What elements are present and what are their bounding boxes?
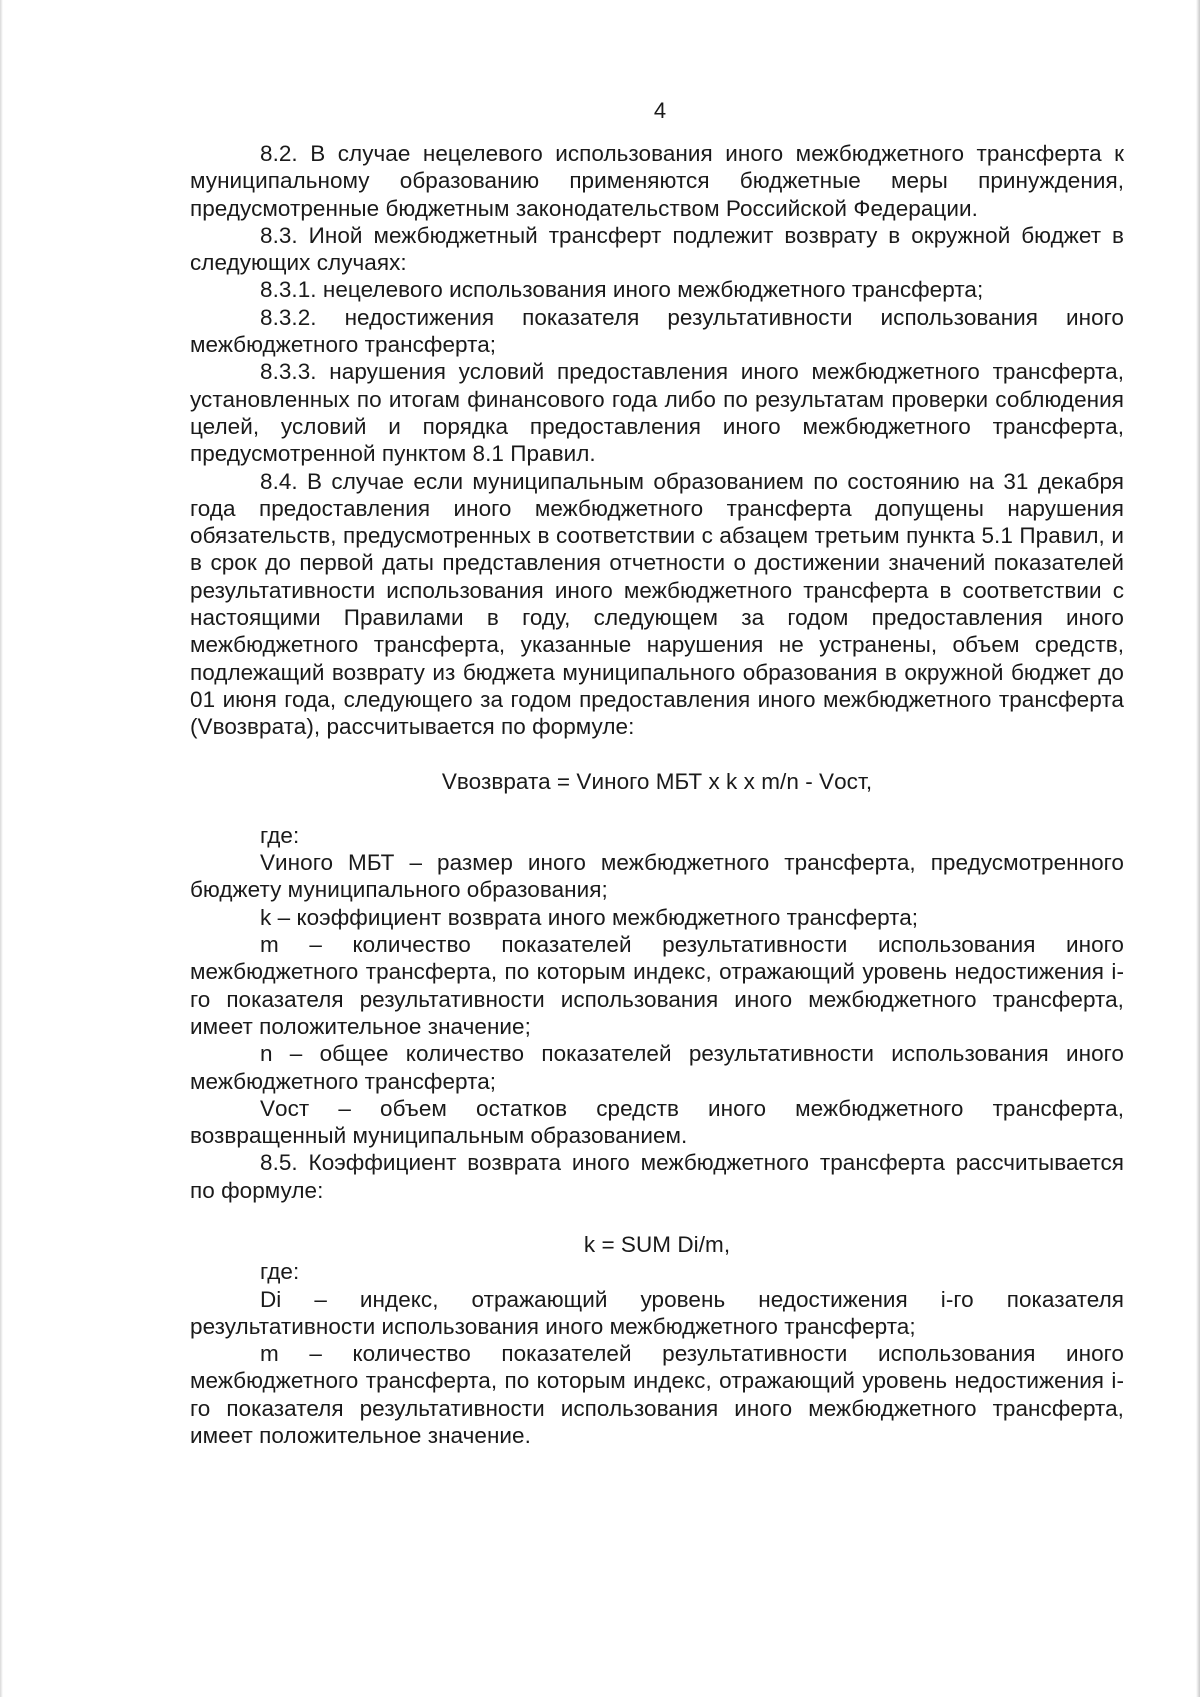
formula-v-vozvrata: Vвозврата = Vиного МБТ x k x m/n - Vост, xyxy=(441,768,873,794)
definition-m-1: m – количество показателей результативности использования иного межбюджетного трансферта, по которым индекс, отражающий уровень недостижения i-го показателя результативности использования иного межбюджетного трансферта, имеет положительное значение; xyxy=(190,932,1124,1039)
definition-k: k – коэффициент возврата иного межбюджетного трансферта; xyxy=(260,904,919,930)
paragraph-8-4: 8.4. В случае если муниципальным образованием по состоянию на 31 декабря года предоставления иного межбюджетного трансферта допущены нарушения обязательств, предусмотренных в соответствии с абзацем третьим пункта 5.1 Правил, и в срок до первой даты представления отчетности о достижении значений показателей результативности использования иного межбюджетного трансферта в соответствии с настоящими Правилами в году, следующем за годом предоставления иного межбюджетного трансферта, указанные нарушения не устранены, объем средств, подлежащий возврату из бюджета муниципального образования в окружной бюджет до 01 июня года, следующего за годом предоставления иного межбюджетного трансферта (Vвозврата), рассчитывается по формуле: xyxy=(190,468,1124,740)
paragraph-8-3: 8.3. Иной межбюджетный трансферт подлежит возврату в окружной бюджет в следующих случаях: xyxy=(190,222,1124,276)
paragraph-8-5: 8.5. Коэффициент возврата иного межбюджетного трансферта рассчитывается по формуле: xyxy=(190,1150,1124,1203)
definition-v-ost: Vост – объем остатков средств иного межбюджетного трансферта, возвращенный муниципальным образованием. xyxy=(190,1095,1124,1149)
page-number: 4 xyxy=(653,98,667,123)
paragraph-8-3-1: 8.3.1. нецелевого использования иного межбюджетного трансферта; xyxy=(260,277,984,303)
formula-k: k = SUM Di/m, xyxy=(583,1231,731,1257)
paragraph-8-3-2: 8.3.2. недостижения показателя результативности использования иного межбюджетного трансферта; xyxy=(190,304,1124,358)
definition-v-inogo-mbt: Vиного МБТ – размер иного межбюджетного трансферта, предусмотренного бюджету муниципального образования; xyxy=(190,850,1124,903)
definition-n: n – общее количество показателей результативности использования иного межбюджетного трансферта; xyxy=(190,1041,1124,1094)
scan-edge-left xyxy=(0,0,3,1697)
paragraph-8-2: 8.2. В случае нецелевого использования иного межбюджетного трансферта к муниципальному образованию применяются бюджетные меры принуждения, предусмотренные бюджетным законодательством Российской Федерации. xyxy=(190,141,1124,221)
definition-m-2: m – количество показателей результативности использования иного межбюджетного трансферта, по которым индекс, отражающий уровень недостижения i-го показателя результативности использования иного межбюджетного трансферта, имеет положительное значение. xyxy=(190,1341,1124,1449)
definition-di: Di – индекс, отражающий уровень недостижения i-го показателя результативности использования иного межбюджетного трансферта; xyxy=(190,1286,1124,1339)
document-body xyxy=(190,140,1124,1449)
scan-edge-right xyxy=(1196,0,1200,1697)
where-label-1: где: xyxy=(260,822,300,848)
paragraph-8-3-3: 8.3.3. нарушения условий предоставления иного межбюджетного трансферта, установленных по итогам финансового года либо по результатам проверки соблюдения целей, условий и порядка предоставления иного межбюджетного трансферта, предусмотренной пунктом 8.1 Правил. xyxy=(190,359,1124,467)
where-label-2: где: xyxy=(260,1259,300,1285)
